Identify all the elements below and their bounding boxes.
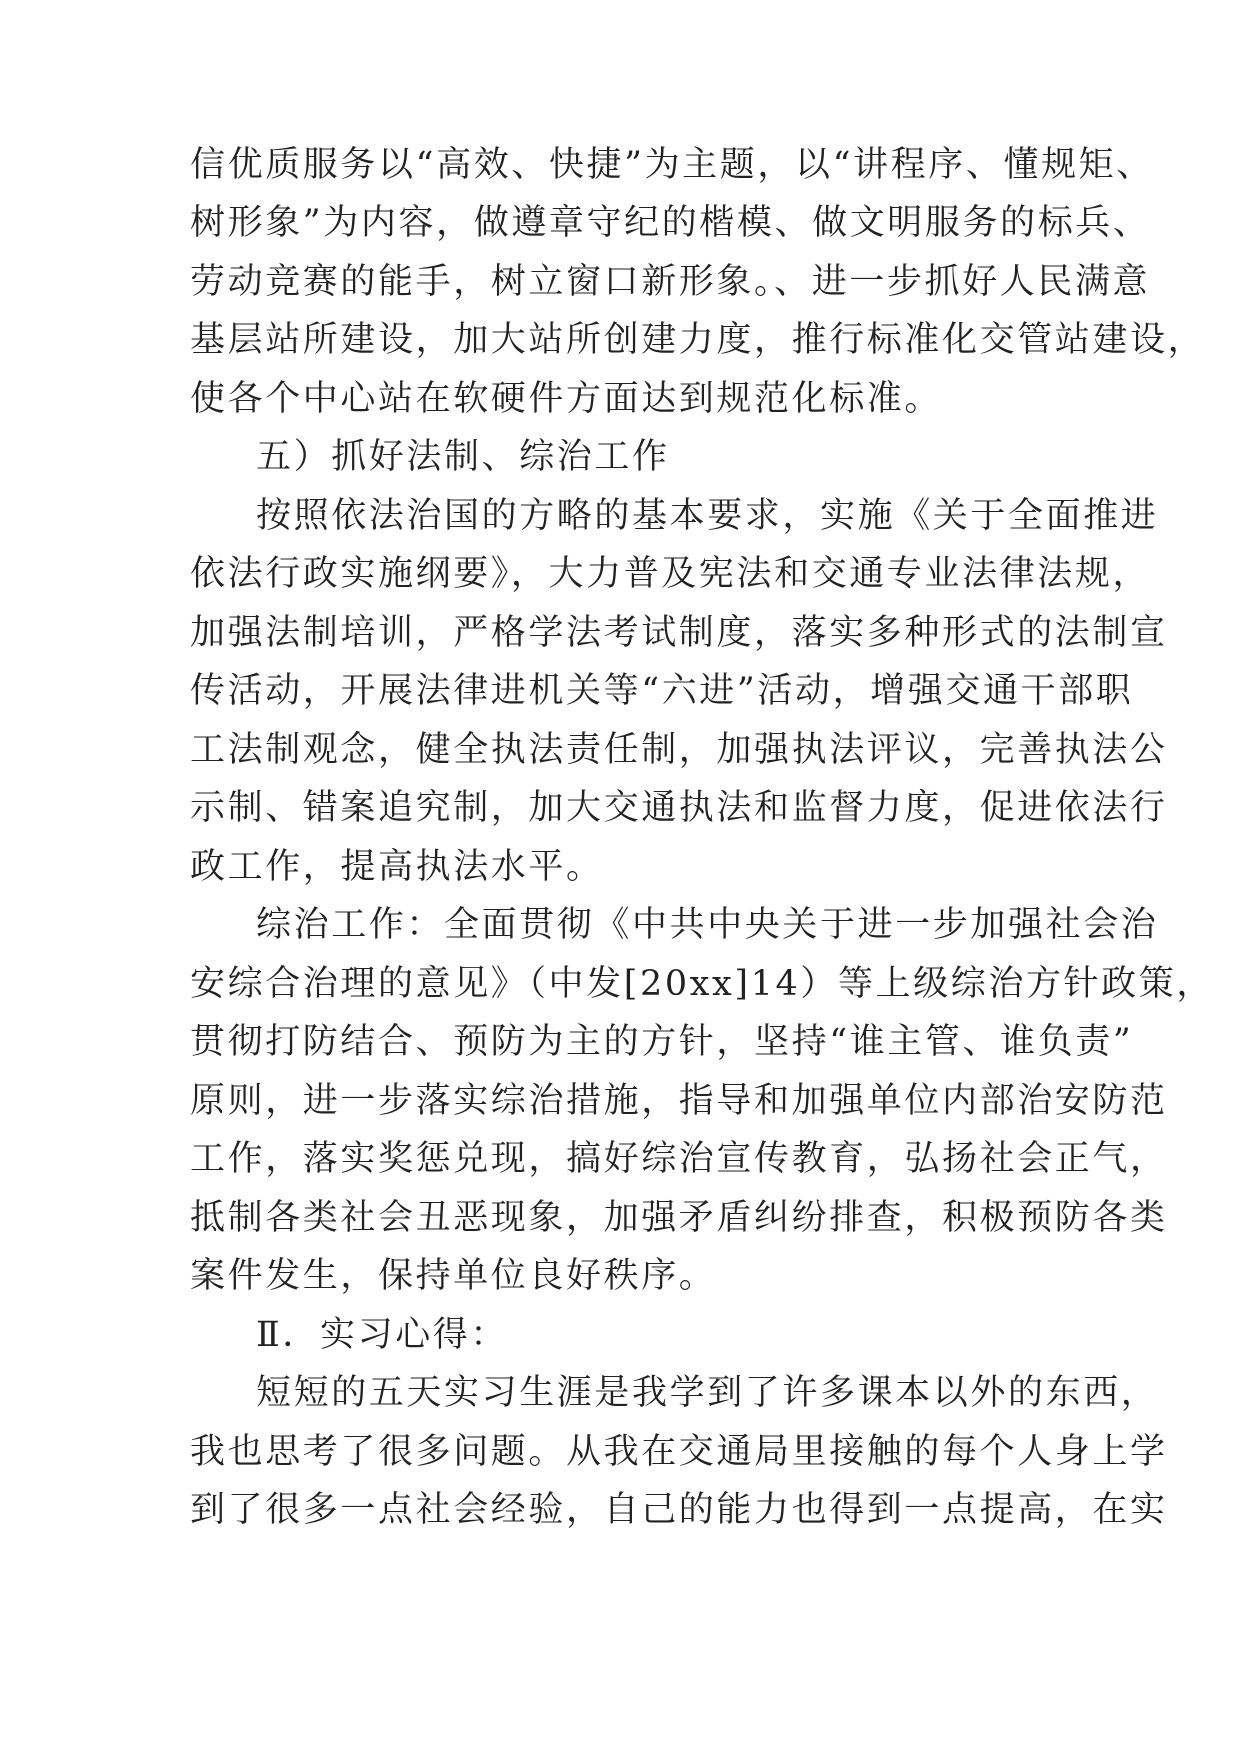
text-line: 按照依法治国的方略的基本要求，实施《关于全面推进 [256, 496, 1159, 536]
text-line: 原则，进一步落实综治措施，指导和加强单位内部治安防范 [190, 1081, 1168, 1121]
text-line: 贯彻打防结合、预防为主的方针，坚持“谁主管、谁负责” [190, 1022, 1134, 1062]
text-line: 短短的五天实习生涯是我学到了许多课本以外的东西， [256, 1373, 1159, 1413]
text-line: 抵制各类社会丑恶现象，加强矛盾纠纷排查，积极预防各类 [190, 1198, 1168, 1238]
text-line: 加强法制培训，严格学法考试制度，落实多种形式的法制宣 [190, 613, 1168, 653]
text-line: 安综合治理的意见》（中发[20xx]14）等上级综治方针政策， [190, 964, 1214, 1004]
text-line: 基层站所建设，加大站所创建力度，推行标准化交管站建设， [190, 320, 1206, 360]
section-heading: Ⅱ．实习心得： [256, 1315, 508, 1355]
text-line: 综治工作：全面贯彻《中共中央关于进一步加强社会治 [256, 905, 1159, 945]
text-line: 我也思考了很多问题。从我在交通局里接触的每个人身上学 [190, 1432, 1168, 1472]
section-heading: 五）抓好法制、综治工作 [256, 437, 670, 477]
text-line: 依法行政实施纲要》，大力普及宪法和交通专业法律法规， [190, 554, 1151, 594]
text-line: 劳动竞赛的能手，树立窗口新形象。、进一步抓好人民满意 [190, 262, 1151, 302]
text-line: 传活动，开展法律进机关等“六进”活动，增强交通干部职 [190, 671, 1134, 711]
text-line: 使各个中心站在软硬件方面达到规范化标准。 [190, 379, 943, 419]
text-line: 案件发生，保持单位良好秩序。 [190, 1256, 717, 1296]
text-line: 信优质服务以“高效、快捷”为主题，以“讲程序、懂规矩、 [190, 145, 1154, 185]
text-line: 到了很多一点社会经验，自己的能力也得到一点提高，在实 [190, 1490, 1168, 1530]
text-line: 工法制观念，健全执法责任制，加强执法评议，完善执法公 [190, 730, 1168, 770]
text-line: 树形象”为内容，做遵章守纪的楷模、做文明服务的标兵、 [190, 203, 1151, 243]
text-line: 政工作，提高执法水平。 [190, 847, 604, 887]
text-line: 工作，落实奖惩兑现，搞好综治宣传教育，弘扬社会正气， [190, 1139, 1168, 1179]
text-line: 示制、错案追究制，加大交通执法和监督力度，促进依法行 [190, 788, 1168, 828]
